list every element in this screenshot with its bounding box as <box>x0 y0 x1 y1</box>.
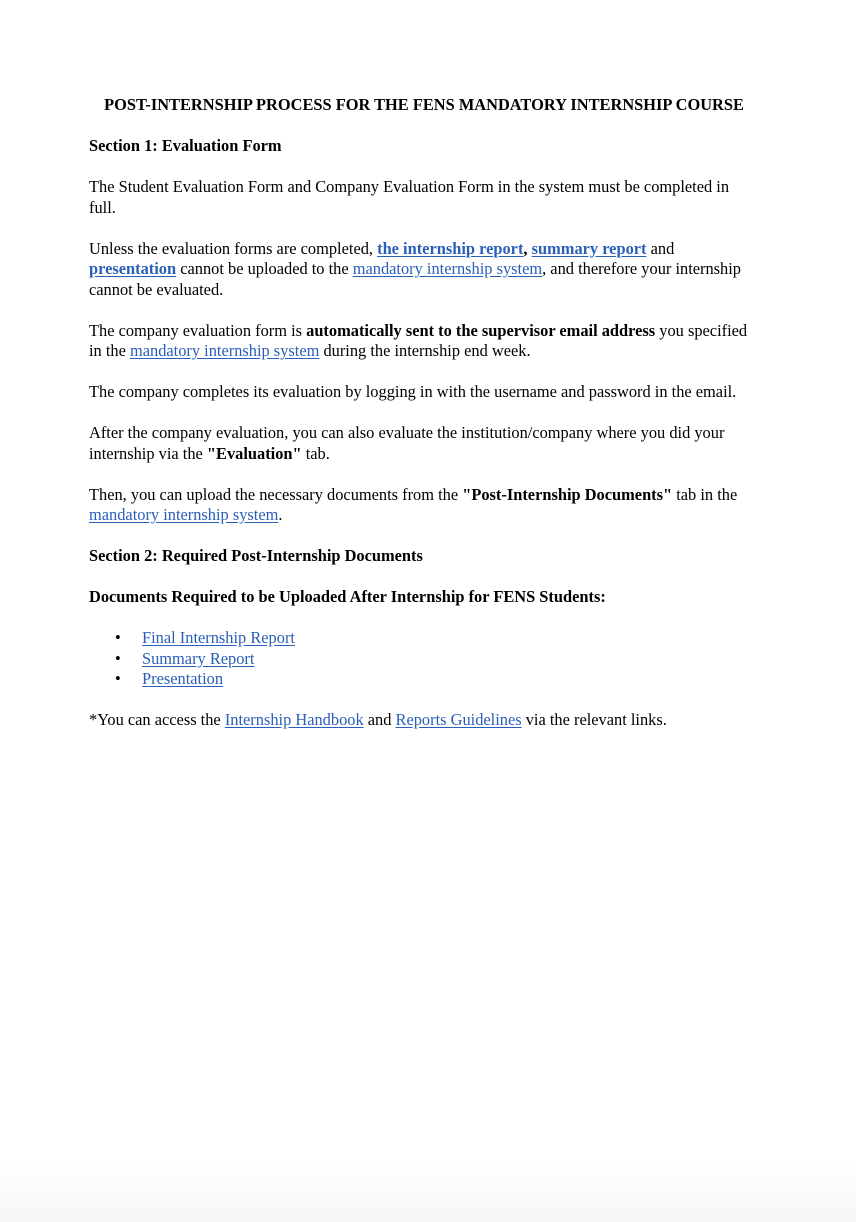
paragraph-text: tab in the <box>672 484 738 504</box>
section-1-paragraph-4: The company completes its evaluation by logging in with the username and password in the email. <box>89 382 737 401</box>
section-2-subheading: Documents Required to be Uploaded After Internship for FENS Students: <box>89 587 606 606</box>
summary-report-link[interactable]: Summary Report <box>142 648 255 668</box>
internship-handbook-link[interactable]: Internship Handbook <box>224 710 364 729</box>
mandatory-internship-system-link[interactable]: mandatory internship system <box>352 259 543 278</box>
list-item <box>89 669 759 690</box>
mandatory-internship-system-link[interactable]: mandatory internship system <box>89 505 279 524</box>
bullet-icon: • <box>115 648 121 668</box>
access-note <box>89 710 759 731</box>
paragraph-text: , and therefore your internship cannot be evaluated. <box>89 259 742 299</box>
section-1-heading: Section 1: Evaluation Form <box>89 136 282 155</box>
list-item <box>89 649 759 670</box>
mandatory-internship-system-link[interactable]: mandatory internship system <box>129 341 320 360</box>
bold-text: "Post-Internship Documents" <box>462 484 673 504</box>
internship-report-link[interactable]: the internship report <box>377 238 524 258</box>
paragraph-text: . <box>278 505 283 524</box>
paragraph-text: *You can access the <box>89 710 225 729</box>
paragraph-text: tab. <box>301 443 330 463</box>
paragraph-text: Then, you can upload the necessary documents from the <box>89 484 463 504</box>
paragraph-text: via the relevant links. <box>521 710 667 729</box>
list-item <box>89 628 759 649</box>
summary-report-link[interactable]: summary report <box>531 238 647 258</box>
paragraph-text: Unless the evaluation forms are completed, <box>89 238 378 258</box>
bold-text: automatically sent to the supervisor email address <box>306 320 656 340</box>
paragraph-text: cannot be uploaded to the <box>176 259 353 278</box>
bullet-icon: • <box>115 669 121 688</box>
document-content <box>89 95 759 731</box>
section-1-paragraph-5 <box>89 423 759 464</box>
document-title: POST-INTERNSHIP PROCESS FOR THE FENS MANDATORY INTERNSHIP COURSE <box>104 95 744 114</box>
reports-guidelines-link[interactable]: Reports Guidelines <box>395 710 522 729</box>
bullet-icon: • <box>115 628 121 647</box>
section-1-paragraph-6 <box>89 485 759 526</box>
paragraph-text: The company evaluation form is <box>89 320 307 340</box>
section-1-paragraph-3 <box>89 321 759 362</box>
section-1-paragraph-1: The Student Evaluation Form and Company Evaluation Form in the system must be completed in full. <box>89 177 730 217</box>
section-1-paragraph-2 <box>89 239 759 301</box>
paragraph-text: you specified in the <box>89 320 748 360</box>
final-internship-report-link[interactable]: Final Internship Report <box>142 628 295 647</box>
paragraph-text: , <box>523 238 528 258</box>
presentation-link[interactable]: Presentation <box>142 669 224 688</box>
paragraph-text: and <box>646 238 675 258</box>
bold-text: "Evaluation" <box>206 443 302 463</box>
presentation-link[interactable]: presentation <box>89 259 177 278</box>
paragraph-text: After the company evaluation, you can also evaluate the institution/company where you did your internship via the <box>89 423 725 463</box>
page-bottom-shadow <box>0 1162 856 1222</box>
paragraph-text: and <box>363 710 396 729</box>
section-2-heading: Section 2: Required Post-Internship Documents <box>89 546 423 565</box>
required-documents-list <box>89 628 759 690</box>
paragraph-text: during the internship end week. <box>319 341 531 360</box>
